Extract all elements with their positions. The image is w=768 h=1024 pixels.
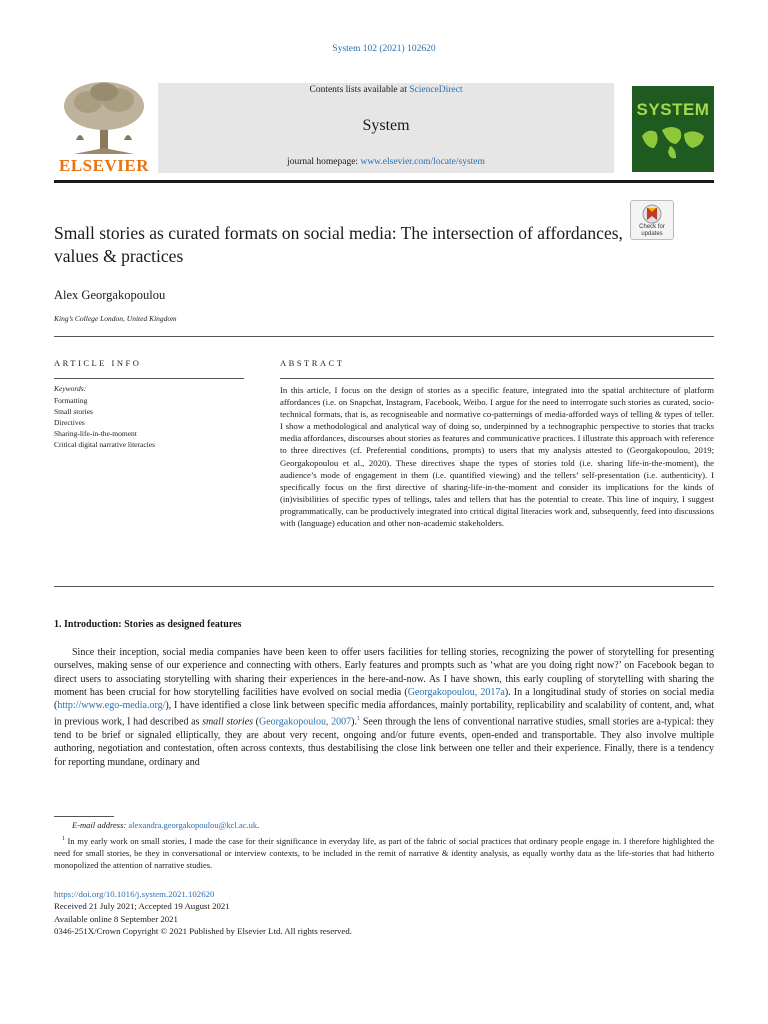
keyword-item: Critical digital narrative literacies	[54, 440, 155, 449]
body-text-run: (	[253, 716, 259, 728]
body-text-run: Since their inception, social media companies have been keen to offer users facilities for telling stories, recognizing the power of storytelling for presenting ourselves, making sense of our experience and connecting with others. Early features and prompts such as ‘what are you doing right now?’ on Facebook began to direct users to associating storytelling with sharing their experiences in the here-and-now. As I have shown, this early coupling of storytelling with sharing the moment has been crucial for how storytelling facilities have evolved on social media (	[54, 647, 714, 698]
available-online-date: Available online 8 September 2021	[54, 913, 178, 924]
journal-reference-link[interactable]: System 102 (2021) 102620	[332, 44, 436, 54]
copyright-notice: 0346-251X/Crown Copyright © 2021 Published by Elsevier Ltd. All rights reserved.	[54, 926, 352, 937]
check-for-updates-button[interactable]	[630, 200, 674, 240]
abstract-heading: ABSTRACT	[280, 358, 345, 368]
journal-homepage-link[interactable]: www.elsevier.com/locate/system	[360, 157, 485, 167]
body-paragraph	[54, 646, 714, 769]
elsevier-wordmark: ELSEVIER	[59, 156, 149, 175]
abstract-bottom-rule	[54, 586, 714, 587]
contents-prefix: Contents lists available at	[309, 85, 410, 95]
author-email-link[interactable]: alexandra.georgakopoulou@kcl.ac.uk	[128, 820, 258, 830]
keyword-item: Formatting	[54, 396, 88, 405]
article-info-rule	[54, 378, 244, 379]
journal-cover-image[interactable]	[632, 86, 714, 172]
keywords-label: Keywords:	[54, 384, 87, 393]
author-affiliation: King’s College London, United Kingdom	[54, 314, 177, 323]
header-rule	[54, 336, 714, 337]
body-text-run: ). In a longitudinal study of stories on social media (	[54, 686, 715, 712]
received-dates: Received 21 July 2021; Accepted 19 August 2021	[54, 901, 230, 912]
sciencedirect-link[interactable]: ScienceDirect	[409, 85, 463, 95]
contents-line	[158, 85, 614, 95]
keyword-item: Directives	[54, 418, 85, 427]
doi-link[interactable]: https://doi.org/10.1016/j.system.2021.102620	[54, 889, 215, 899]
world-map-icon	[632, 86, 714, 172]
citation-link[interactable]: Georgakopoulou, 2017a	[407, 686, 505, 698]
ego-media-url-link[interactable]: http://www.ego-media.org/	[57, 700, 166, 712]
homepage-prefix: journal homepage:	[287, 157, 361, 167]
abstract-text: In this article, I focus on the design of stories as a specific feature, integrated into the spatial architecture of platform affordances (i.e. on Snapchat, Instagram, Facebook, Weibo. I argue for the need to interrogate such stories as curated, socio-technical formats, that is, as recogniseable and normative co-patternings of media-afforded ways of telling & types of teller. I show a methodological and analytical way of doing so, underpinned by a technographic perspective to stories that tracks media affordances, discourses about stories as features and communicative practices. I illustrate this approach with reference to three directives (cf. Preferential conditions, prompts) to users that my analysis attested to (Georgakopoulou, 2019; Georgakopoulou et al., 2020). These directives shape the types of stories told (i.e. sharing life-in-the-moment), the audience’s mode of engagement in them (i.e. quantified viewing) and the tellers’ self-presentation (i.e. authenticity). I specifically focus on the first directive of sharing-life-in-the-moment and consider its implications for the kinds of (in)visibilities of specific types of tellings, tales and tellers that has the potential to create. This line of inquiry, I suggest programmatically, can be productively integrated into critical digital literacies work and, subsequently, feed into discussions with (language) education and other non-academic stakeholders.	[280, 385, 714, 529]
journal-name: System	[362, 117, 410, 134]
homepage-line	[158, 157, 614, 167]
email-label: E-mail address:	[72, 820, 127, 830]
footnote-rule	[54, 816, 114, 817]
masthead-rule	[54, 180, 714, 183]
article-title: Small stories as curated formats on social media: The intersection of affordances, values & practices	[54, 223, 623, 266]
cover-title: SYSTEM	[636, 100, 710, 119]
publication-info	[54, 888, 352, 938]
footnote-1	[54, 833, 714, 871]
body-text-run: Seen through the lens of conventional narrative studies, small stories are a-typical: they tend to be brief or signaled elliptically, they are about very recent, ongoing and/or future events, open-ended and transportable. They also involve multiple authoring, negotiation and contestation, often across contexts, thus destabilising the close link between one teller and their experience. Finally, there is a tendency for reporting mundane, ordinary and	[54, 716, 714, 768]
footnote-mark: 1	[62, 836, 65, 842]
journal-info-box	[158, 83, 614, 173]
keyword-item: Sharing-life-in-the-moment	[54, 429, 137, 438]
citation-link[interactable]: Georgakopoulou, 2007	[259, 716, 352, 728]
section-title: 1. Introduction: Stories as designed features	[54, 619, 242, 630]
keyword-item: Small stories	[54, 407, 93, 416]
small-stories-term: small stories	[202, 716, 254, 728]
footnote-text: In my early work on small stories, I made the case for their significance in everyday life, as part of the fabric of social practices that ordinary people engage in. I therefore highlighted the need for small stories, be they in conversational or interview contexts, to be included in the remit of narrative & identity analysis, as equally worthy data as the life-stories that had hitherto monopolized the attention of narrative studies.	[54, 835, 714, 871]
body-text-run: ).	[351, 716, 357, 728]
author-name: Alex Georgakopoulou	[54, 288, 166, 302]
body-text-run: ), I have identified a close link between specific media affordances, mainly portability, replicability and scalability of content, and, what in previous work, I had described as	[54, 700, 714, 728]
article-info-heading: ARTICLE INFO	[54, 358, 142, 368]
abstract-rule	[280, 378, 714, 379]
keywords-list	[54, 395, 155, 450]
crossmark-icon	[642, 204, 662, 224]
email-end: .	[257, 820, 260, 830]
elsevier-tree-icon	[54, 80, 154, 156]
journal-masthead	[54, 80, 714, 180]
email-line	[72, 820, 259, 830]
crossmark-label: Check for updates	[639, 224, 665, 237]
footnote-reference-link[interactable]: 1	[357, 715, 361, 723]
